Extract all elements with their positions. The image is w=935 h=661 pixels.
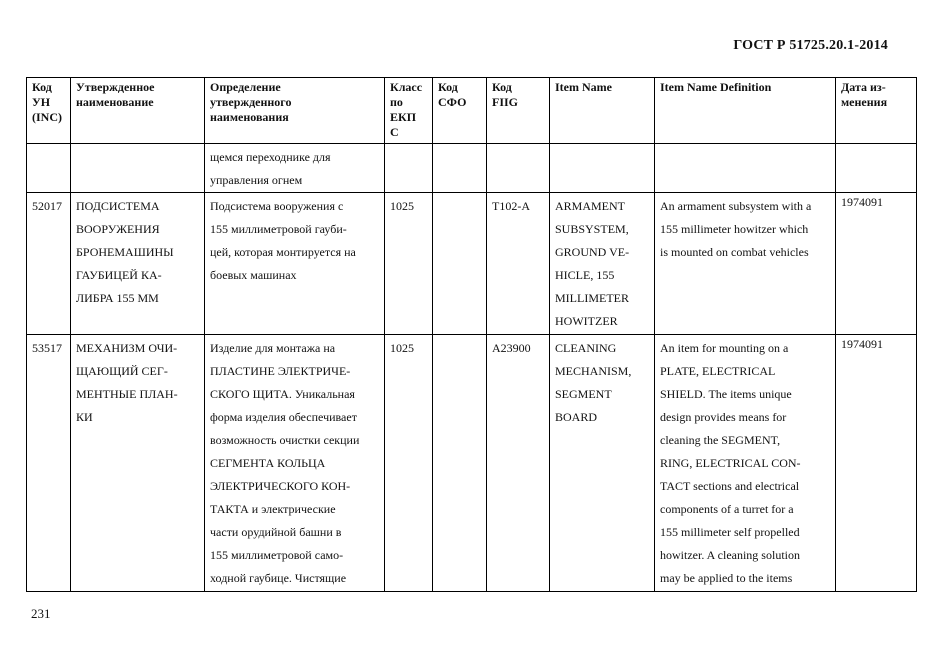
cell-definition-en <box>655 193 836 335</box>
text-line: SHIELD. The items unique <box>660 387 792 401</box>
cell-item-name <box>550 144 655 193</box>
cell-name-ru <box>71 144 205 193</box>
text-line: 1025 <box>390 341 414 355</box>
text-line: ЩАЮЩИЙ СЕГ- <box>76 364 168 378</box>
text-line: MILLIMETER <box>555 291 629 305</box>
text-line: щемся переходнике для <box>210 150 331 164</box>
header-item-name <box>550 78 655 144</box>
text-line: Item Name <box>555 80 612 94</box>
cell-fiig <box>487 144 550 193</box>
cell-definition-ru <box>205 144 385 193</box>
text-line: 155 миллиметровой гауби- <box>210 222 347 236</box>
text-line: МЕХАНИЗМ ОЧИ- <box>76 341 178 355</box>
cell-class <box>385 335 433 592</box>
text-line: ЕКП <box>390 110 417 124</box>
text-line: Утвержденное <box>76 80 155 94</box>
header-item-name-definition <box>655 78 836 144</box>
text-line: Изделие для монтажа на <box>210 341 336 355</box>
text-line: ВООРУЖЕНИЯ <box>76 222 160 236</box>
cell-definition-ru <box>205 335 385 592</box>
text-line: GROUND VE- <box>555 245 630 259</box>
text-line: cleaning the SEGMENT, <box>660 433 781 447</box>
text-line: 155 миллиметровой само- <box>210 548 344 562</box>
text-line: components of a turret for a <box>660 502 794 516</box>
text-line: форма изделия обеспечивает <box>210 410 357 424</box>
text-line: 52017 <box>32 199 62 213</box>
text-line: 1025 <box>390 199 414 213</box>
text-line: ПОДСИСТЕМА <box>76 199 160 213</box>
cell-sfo <box>433 193 487 335</box>
text-line: howitzer. A cleaning solution <box>660 548 800 562</box>
cell-date <box>836 144 917 193</box>
table-row <box>27 335 917 592</box>
text-line: 1974091 <box>841 195 883 209</box>
text-line: СЕГМЕНТА КОЛЬЦА <box>210 456 326 470</box>
text-line: наименования <box>210 110 289 124</box>
text-line: 53517 <box>32 341 62 355</box>
text-line: С <box>390 125 399 139</box>
text-line: менения <box>841 95 888 109</box>
text-line: is mounted on combat vehicles <box>660 245 809 259</box>
text-line: СФО <box>438 95 467 109</box>
text-line: Определение <box>210 80 281 94</box>
text-line: Подсистема вооружения с <box>210 199 344 213</box>
table-row <box>27 193 917 335</box>
text-line: боевых машинах <box>210 268 297 282</box>
text-line: MECHANISM, <box>555 364 632 378</box>
cell-inc <box>27 144 71 193</box>
text-line: design provides means for <box>660 410 787 424</box>
text-line: ЭЛЕКТРИЧЕСКОГО КОН- <box>210 479 351 493</box>
text-line: A23900 <box>492 341 531 355</box>
text-line: An armament subsystem with a <box>660 199 812 213</box>
text-line: ЛИБРА 155 ММ <box>76 291 159 305</box>
text-line: наименование <box>76 95 154 109</box>
text-line: ПЛАСТИНЕ ЭЛЕКТРИЧЕ- <box>210 364 351 378</box>
header-name-definition <box>205 78 385 144</box>
cell-inc <box>27 193 71 335</box>
text-line: части орудийной башни в <box>210 525 342 539</box>
header-inc <box>27 78 71 144</box>
header-approved-name <box>71 78 205 144</box>
text-line: СКОГО ЩИТА. Уникальная <box>210 387 355 401</box>
document-title: ГОСТ Р 51725.20.1-2014 <box>733 38 888 53</box>
header-class <box>385 78 433 144</box>
header-fiig-code <box>487 78 550 144</box>
text-line: утвержденного <box>210 95 292 109</box>
cell-name-ru <box>71 193 205 335</box>
text-line: T102-A <box>492 199 530 213</box>
cell-sfo <box>433 144 487 193</box>
cell-name-ru <box>71 335 205 592</box>
text-line: TACT sections and electrical <box>660 479 800 493</box>
text-line: КИ <box>76 410 93 424</box>
text-line: SUBSYSTEM, <box>555 222 629 236</box>
header-sfo-code <box>433 78 487 144</box>
text-line: Код <box>438 80 458 94</box>
text-line: may be applied to the items <box>660 571 793 585</box>
cell-class <box>385 193 433 335</box>
text-line: Item Name Definition <box>660 80 772 94</box>
text-line: Дата из- <box>841 80 886 94</box>
text-line: возможность очистки секции <box>210 433 360 447</box>
text-line: ТАКТА и электрические <box>210 502 336 516</box>
text-line: ходной гаубице. Чистящие <box>210 571 347 585</box>
text-line: An item for mounting on a <box>660 341 789 355</box>
cell-fiig <box>487 335 550 592</box>
text-line: ARMAMENT <box>555 199 626 213</box>
text-line: МЕНТНЫЕ ПЛАН- <box>76 387 178 401</box>
text-line: FIIG <box>492 95 519 109</box>
text-line: ГАУБИЦЕЙ КА- <box>76 268 162 282</box>
text-line: управления огнем <box>210 173 303 187</box>
text-line: по <box>390 95 403 109</box>
text-line: БРОНЕМАШИНЫ <box>76 245 174 259</box>
text-line: УН <box>32 95 51 109</box>
text-line: HICLE, 155 <box>555 268 615 282</box>
table-row <box>27 144 917 193</box>
cell-definition-en <box>655 335 836 592</box>
text-line: PLATE, ELECTRICAL <box>660 364 776 378</box>
cell-definition-en <box>655 144 836 193</box>
cell-item-name <box>550 335 655 592</box>
page-number: 231 <box>31 606 51 621</box>
cell-fiig <box>487 193 550 335</box>
cell-inc <box>27 335 71 592</box>
cell-sfo <box>433 335 487 592</box>
cell-class <box>385 144 433 193</box>
header-change-date <box>836 78 917 144</box>
text-line: 155 millimeter self propelled <box>660 525 800 539</box>
text-line: Класс <box>390 80 423 94</box>
text-line: HOWITZER <box>555 314 618 328</box>
text-line: Код <box>32 80 52 94</box>
cell-date <box>836 335 917 592</box>
cell-date <box>836 193 917 335</box>
text-line: Код <box>492 80 512 94</box>
text-line: RING, ELECTRICAL CON- <box>660 456 801 470</box>
catalog-table <box>26 77 917 592</box>
text-line: цей, которая монтируется на <box>210 245 356 259</box>
text-line: 155 millimeter howitzer which <box>660 222 809 236</box>
text-line: 1974091 <box>841 337 883 351</box>
cell-definition-ru <box>205 193 385 335</box>
text-line: CLEANING <box>555 341 617 355</box>
text-line: BOARD <box>555 410 598 424</box>
table-header-row <box>27 78 917 144</box>
text-line: (INC) <box>32 110 62 124</box>
text-line: SEGMENT <box>555 387 612 401</box>
cell-item-name <box>550 193 655 335</box>
